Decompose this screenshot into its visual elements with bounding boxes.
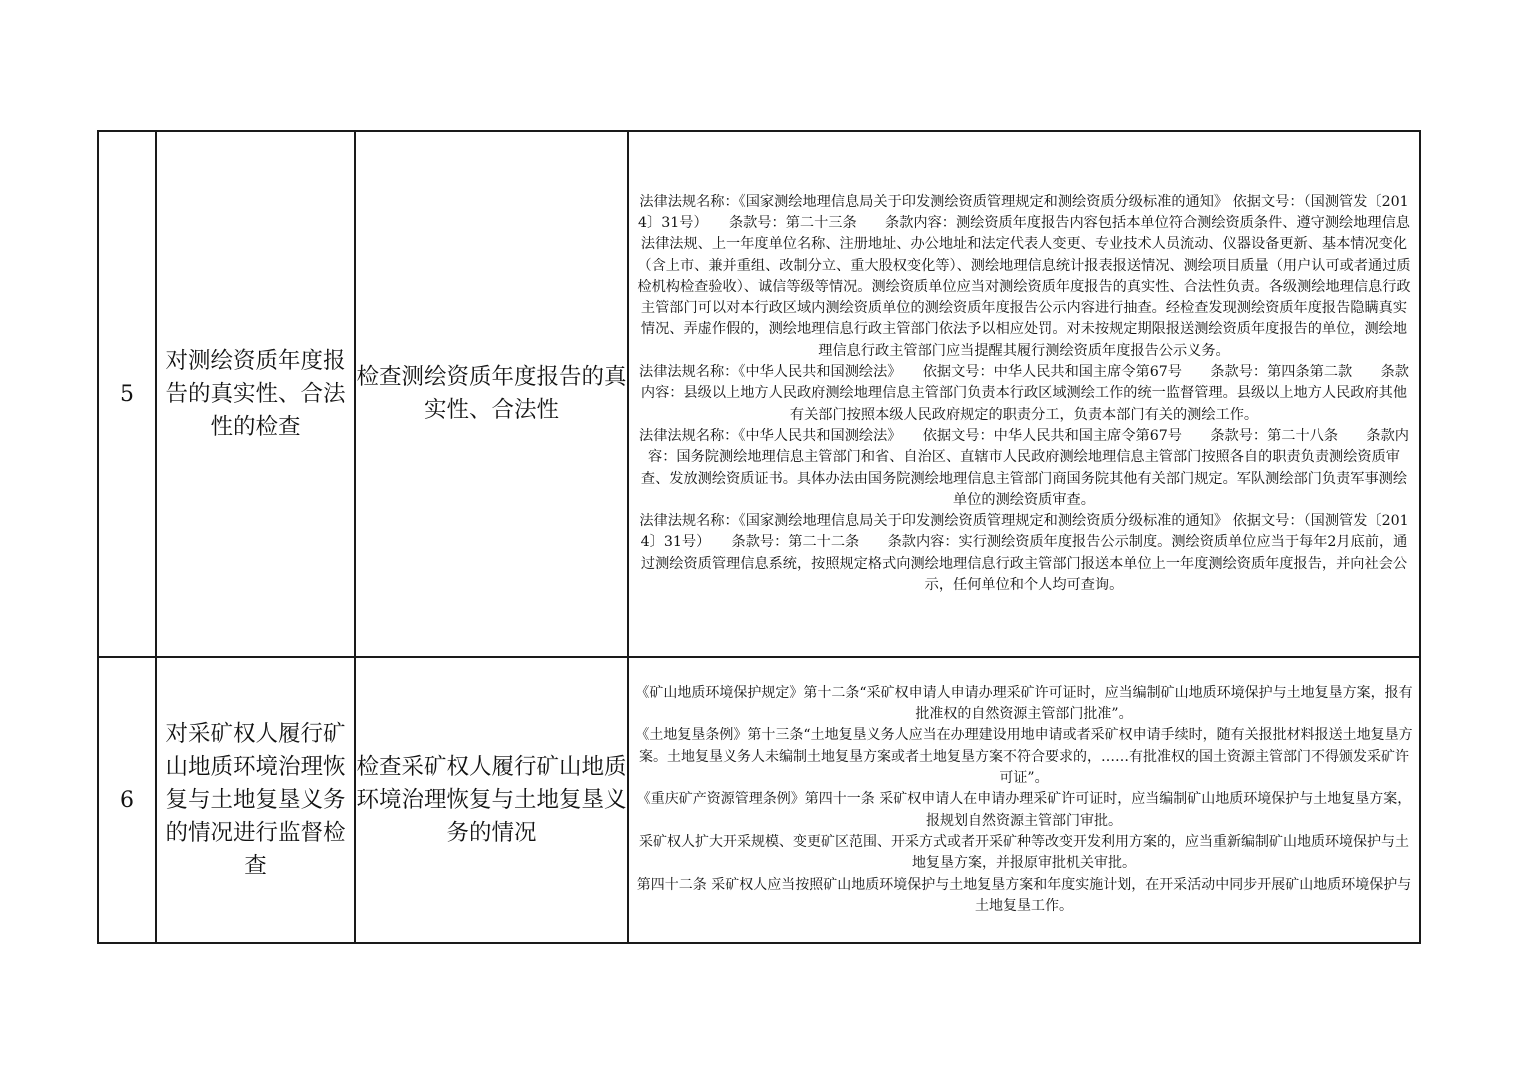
legal-basis-paragraph: 《矿山地质环境保护规定》第十二条“采矿权申请人申请办理采矿许可证时，应当编制矿山地质环境保护与土地复垦方案，报有批准权的自然资源主管部门批准”。 <box>635 684 1413 723</box>
row-number: 6 <box>98 657 156 943</box>
inspection-content: 检查采矿权人履行矿山地质环境治理恢复与土地复垦义务的情况 <box>355 657 628 943</box>
table-row <box>98 131 1420 657</box>
inspection-table <box>97 130 1421 944</box>
legal-basis-paragraph: 采矿权人扩大开采规模、变更矿区范围、开采方式或者开采矿种等改变开发利用方案的，应当重新编制矿山地质环境保护与土地复垦方案，并报原审批机关审批。 <box>639 833 1409 872</box>
legal-basis-paragraph: 法律法规名称：《国家测绘地理信息局关于印发测绘资质管理规定和测绘资质分级标准的通知》 依据文号：（国测管发〔2014〕31号） 条款号：第二十三条 条款内容：测绘资质年度报告内容包括本单位符合测绘资质条件、遵守测绘地理信息法律法规、上一年度单位名称、注册地址、办公地址和法定代表人变更、专业技术人员流动、仪器设备更新、基本情况变化（含上市、兼并重组、改制分立、重大股权变化等）、测绘地理信息统计报表报送情况、测绘项目质量（用户认可或者通过质检机构检查验收）、诚信等级等情况。测绘资质单位应当对测绘资质年度报告的真实性、合法性负责。各级测绘地理信息行政主管部门可以对本行政区域内测绘资质单位的测绘资质年度报告公示内容进行抽查。经检查发现测绘资质年度报告隐瞒真实情况、弄虚作假的，测绘地理信息行政主管部门依法予以相应处罚。对未按规定期限报送测绘资质年度报告的单位，测绘地理信息行政主管部门应当提醒其履行测绘资质年度报告公示义务。 <box>637 193 1411 359</box>
legal-basis-paragraph: 《重庆矿产资源管理条例》第四十一条 采矿权申请人在申请办理采矿许可证时，应当编制矿山地质环境保护与土地复垦方案，报规划自然资源主管部门审批。 <box>636 791 1412 829</box>
table-row <box>98 657 1420 943</box>
legal-basis-paragraph: 法律法规名称：《中华人民共和国测绘法》 依据文号：中华人民共和国主席令第67号 条款号：第四条第二款 条款内容：县级以上地方人民政府测绘地理信息主管部门负责本行政区域测绘工作的统一监督管理。县级以上地方人民政府其他有关部门按照本级人民政府规定的职责分工，负责本部门有关的测绘工作。 <box>639 364 1409 423</box>
legal-basis-cell <box>628 131 1420 657</box>
legal-basis-paragraph: 第四十二条 采矿权人应当按照矿山地质环境保护与土地复垦方案和年度实施计划，在开采活动中同步开展矿山地质环境保护与土地复垦工作。 <box>636 876 1412 914</box>
inspection-item: 对采矿权人履行矿山地质环境治理恢复与土地复垦义务的情况进行监督检查 <box>156 657 355 943</box>
legal-basis-cell <box>628 657 1420 943</box>
row-number: 5 <box>98 131 156 657</box>
legal-basis-paragraph: 《土地复垦条例》第十三条“土地复垦义务人应当在办理建设用地申请或者采矿权申请手续时，随有关报批材料报送土地复垦方案。土地复垦义务人未编制土地复垦方案或者土地复垦方案不符合要求的，……有批准权的国土资源主管部门不得颁发采矿许可证”。 <box>635 727 1413 787</box>
inspection-item: 对测绘资质年度报告的真实性、合法性的检查 <box>156 131 355 657</box>
inspection-content: 检查测绘资质年度报告的真实性、合法性 <box>355 131 628 657</box>
legal-basis-paragraph: 法律法规名称：《中华人民共和国测绘法》 依据文号：中华人民共和国主席令第67号 条款号：第二十八条 条款内容：国务院测绘地理信息主管部门和省、自治区、直辖市人民政府测绘地理信息主管部门按照各自的职责负责测绘资质审查、发放测绘资质证书。具体办法由国务院测绘地理信息主管部门商国务院其他有关部门规定。军队测绘部门负责军事测绘单位的测绘资质审查。 <box>639 427 1409 508</box>
legal-basis-paragraph: 法律法规名称：《国家测绘地理信息局关于印发测绘资质管理规定和测绘资质分级标准的通知》 依据文号：（国测管发〔2014〕31号） 条款号：第二十二条 条款内容：实行测绘资质年度报告公示制度。测绘资质单位应当于每年2月底前，通过测绘资质管理信息系统，按照规定格式向测绘地理信息行政主管部门报送本单位上一年度测绘资质年度报告，并向社会公示，任何单位和个人均可查询。 <box>639 513 1409 594</box>
